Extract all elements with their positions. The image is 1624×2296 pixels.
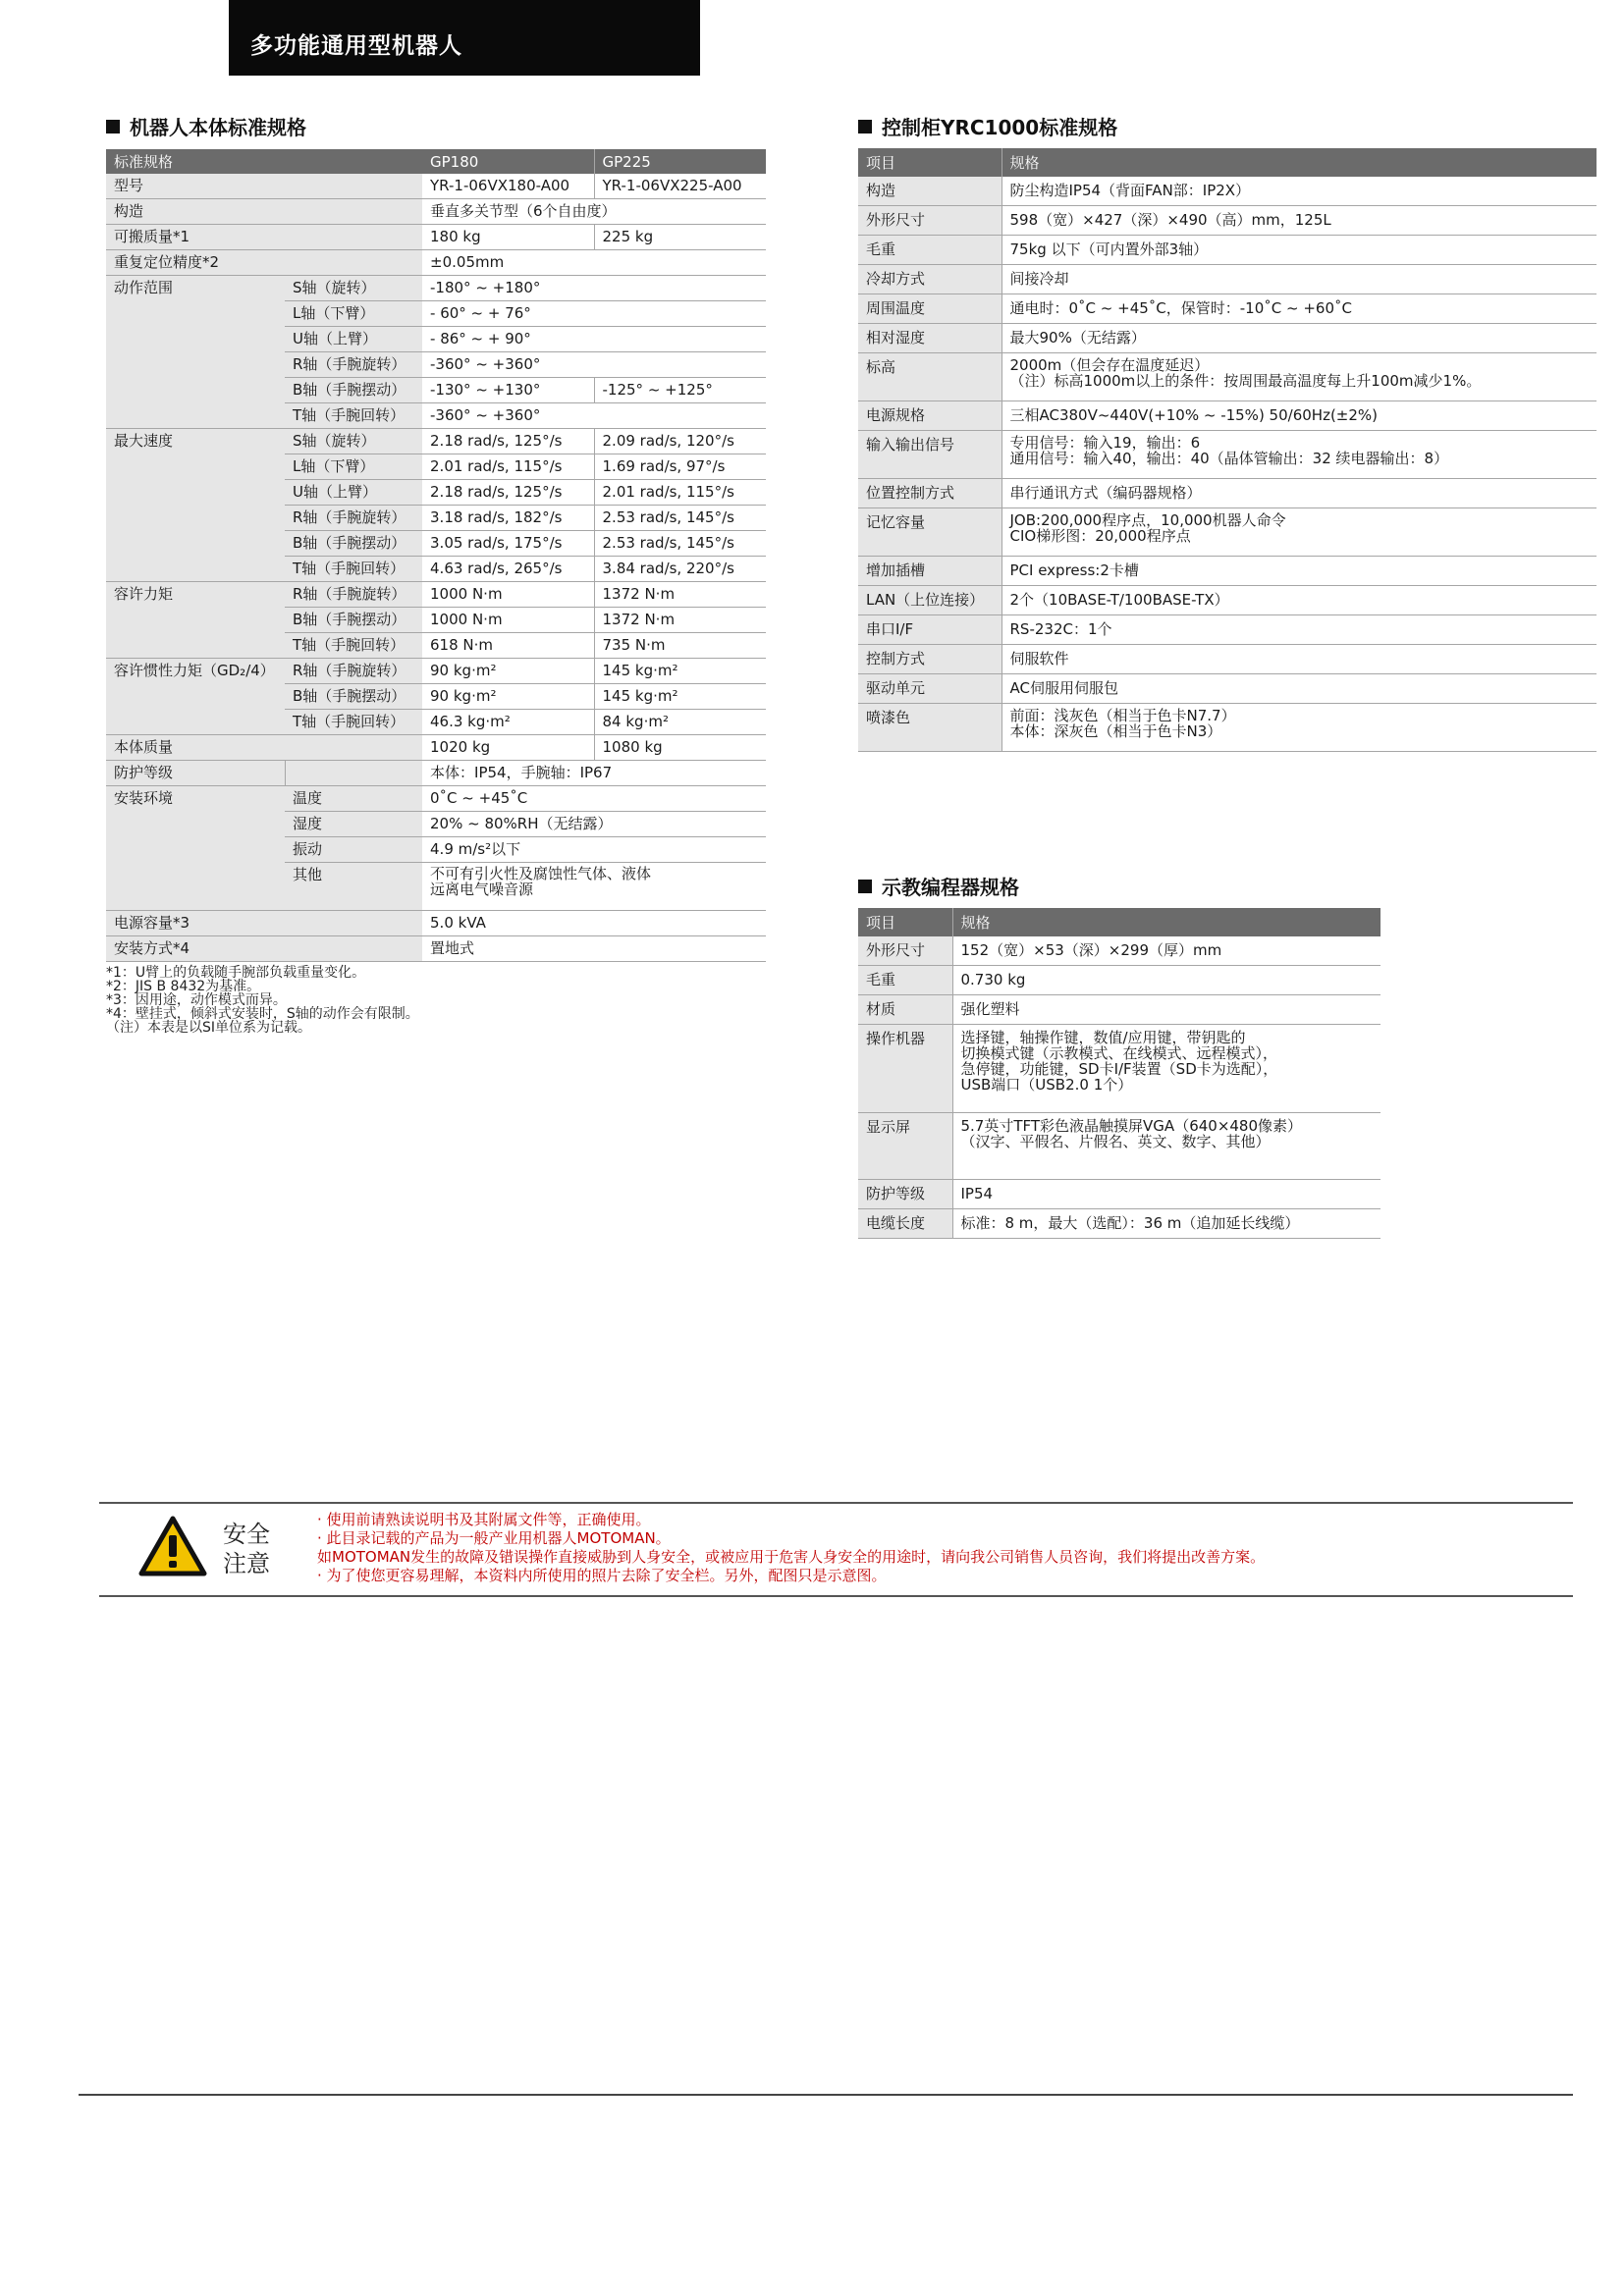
table-row <box>106 429 766 454</box>
robot-spec-heading <box>106 112 306 140</box>
cell: 最大90%（无结露） <box>1001 324 1597 353</box>
section-bullet-icon <box>858 120 872 133</box>
table-row <box>858 177 1597 206</box>
cell: 1372 N·m <box>594 608 766 633</box>
table-row <box>858 586 1597 615</box>
cell: 225 kg <box>594 225 766 250</box>
safety-line: · 此目录记载的产品为一般产业用机器人MOTOMAN。 <box>317 1529 671 1547</box>
table-row <box>106 936 766 962</box>
table-row <box>858 401 1597 431</box>
axis-label: T轴（手腕回转） <box>285 633 422 659</box>
axis-label: L轴（下臂） <box>285 301 422 327</box>
table-row <box>858 704 1597 752</box>
table-row <box>106 174 766 199</box>
warning-triangle-icon <box>138 1516 207 1576</box>
table-row <box>858 674 1597 704</box>
cell: 2.01 rad/s, 115°/s <box>594 480 766 506</box>
row-label: 防护等级 <box>106 761 285 786</box>
row-label: 显示屏 <box>858 1113 952 1180</box>
cell: 0.730 kg <box>952 966 1380 995</box>
table-row <box>858 645 1597 674</box>
row-label: 电源容量*3 <box>106 911 422 936</box>
row-label: 控制方式 <box>858 645 1001 674</box>
cell: IP54 <box>952 1180 1380 1209</box>
cell: YR-1-06VX225-A00 <box>594 174 766 199</box>
env-label: 其他 <box>285 863 422 911</box>
cell: 2.18 rad/s, 125°/s <box>422 480 594 506</box>
axis-label: T轴（手腕回转） <box>285 403 422 429</box>
safety-title-line: 安全 <box>223 1521 270 1548</box>
axis-label: L轴（下臂） <box>285 454 422 480</box>
cell: 间接冷却 <box>1001 265 1597 294</box>
cell: 1080 kg <box>594 735 766 761</box>
cell: -360° ~ +360° <box>422 352 766 378</box>
header-cell: 规格 <box>952 908 1380 936</box>
group-label: 安装环境 <box>106 786 285 911</box>
safety-bottom-rule <box>99 1595 1573 1597</box>
controller-spec-heading <box>858 112 1117 140</box>
row-label: 构造 <box>106 199 422 225</box>
axis-label: S轴（旋转） <box>285 276 422 301</box>
cell: 618 N·m <box>422 633 594 659</box>
axis-label: R轴（手腕旋转） <box>285 659 422 684</box>
table-header-row <box>858 908 1380 936</box>
table-row <box>858 431 1597 479</box>
row-label: 输入输出信号 <box>858 431 1001 479</box>
cell: -360° ~ +360° <box>422 403 766 429</box>
cell: 强化塑料 <box>952 995 1380 1025</box>
cell: JOB:200,000程序点，10,000机器人命令 CIO梯形图：20,000程序点 <box>1001 508 1597 557</box>
footer-rule <box>79 2094 1573 2096</box>
footnote: *2：JIS B 8432为基准。 <box>106 979 261 994</box>
footnotes <box>106 966 419 1035</box>
row-label: 电缆长度 <box>858 1209 952 1239</box>
table-row <box>858 236 1597 265</box>
cell: 145 kg·m² <box>594 684 766 710</box>
cell: -180° ~ +180° <box>422 276 766 301</box>
env-label: 振动 <box>285 837 422 863</box>
row-label: 外形尺寸 <box>858 936 952 966</box>
cell: 1000 N·m <box>422 582 594 608</box>
footnote: *4：壁挂式，倾斜式安装时，S轴的动作会有限制。 <box>106 1006 419 1022</box>
cell: ±0.05mm <box>422 250 766 276</box>
cell: 置地式 <box>422 936 766 962</box>
table-row <box>858 995 1380 1025</box>
cell: 2000m（但会存在温度延迟） （注）标高1000m以上的条件：按周围最高温度每上升100m减少1%。 <box>1001 353 1597 401</box>
footnote: *1：U臂上的负载随手腕部负载重量变化。 <box>106 965 366 981</box>
row-label: 安装方式*4 <box>106 936 422 962</box>
cell: 4.9 m/s²以下 <box>422 837 766 863</box>
axis-label: B轴（手腕摆动） <box>285 608 422 633</box>
table-row <box>106 276 766 301</box>
axis-label: B轴（手腕摆动） <box>285 531 422 557</box>
page-header-bar <box>229 0 700 76</box>
table-row <box>858 479 1597 508</box>
row-label: 可搬质量*1 <box>106 225 422 250</box>
controller-spec-table <box>858 148 1597 752</box>
cell: 1000 N·m <box>422 608 594 633</box>
cell: PCI express:2卡槽 <box>1001 557 1597 586</box>
table-row <box>106 582 766 608</box>
section-bullet-icon <box>858 880 872 893</box>
table-header-row <box>858 148 1597 177</box>
row-label: 本体质量 <box>106 735 422 761</box>
table-row <box>858 615 1597 645</box>
row-label: 电源规格 <box>858 401 1001 431</box>
axis-label: S轴（旋转） <box>285 429 422 454</box>
cell: 2个（10BASE-T/100BASE-TX） <box>1001 586 1597 615</box>
spacer-cell <box>285 761 422 786</box>
row-label: 驱动单元 <box>858 674 1001 704</box>
cell: 3.84 rad/s, 220°/s <box>594 557 766 582</box>
header-cell: 项目 <box>858 148 1001 177</box>
header-cell: 项目 <box>858 908 952 936</box>
cell: 145 kg·m² <box>594 659 766 684</box>
cell: 3.18 rad/s, 182°/s <box>422 506 594 531</box>
row-label: 位置控制方式 <box>858 479 1001 508</box>
table-row <box>106 659 766 684</box>
table-row <box>858 324 1597 353</box>
env-label: 湿度 <box>285 812 422 837</box>
cell: 0˚C ~ +45˚C <box>422 786 766 812</box>
group-label: 容许力矩 <box>106 582 285 659</box>
cell: 20% ~ 80%RH（无结露） <box>422 812 766 837</box>
table-row <box>858 353 1597 401</box>
row-label: 冷却方式 <box>858 265 1001 294</box>
header-cell: 规格 <box>1001 148 1597 177</box>
axis-label: T轴（手腕回转） <box>285 710 422 735</box>
cell: 通电时：0˚C ~ +45˚C，保管时：-10˚C ~ +60˚C <box>1001 294 1597 324</box>
cell: 84 kg·m² <box>594 710 766 735</box>
pendant-spec-heading <box>858 872 1019 900</box>
safety-title <box>223 1520 270 1578</box>
robot-spec-title: 机器人本体标准规格 <box>130 116 306 139</box>
controller-spec-title: 控制柜YRC1000标准规格 <box>882 116 1118 139</box>
cell: 2.09 rad/s, 120°/s <box>594 429 766 454</box>
cell: 1372 N·m <box>594 582 766 608</box>
cell: 4.63 rad/s, 265°/s <box>422 557 594 582</box>
table-row <box>106 735 766 761</box>
table-row <box>858 557 1597 586</box>
cell: RS-232C：1个 <box>1001 615 1597 645</box>
table-row <box>858 1113 1380 1180</box>
header-cell: GP180 <box>422 149 594 174</box>
cell: 75kg 以下（可内置外部3轴） <box>1001 236 1597 265</box>
cell: 垂直多关节型（6个自由度） <box>422 199 766 225</box>
table-row <box>858 206 1597 236</box>
section-bullet-icon <box>106 120 120 133</box>
table-row <box>858 294 1597 324</box>
pendant-spec-title: 示教编程器规格 <box>882 876 1019 899</box>
row-label: 增加插槽 <box>858 557 1001 586</box>
cell: 标准：8 m，最大（选配）：36 m（追加延长线缆） <box>952 1209 1380 1239</box>
cell: AC伺服用伺服包 <box>1001 674 1597 704</box>
cell: -125° ~ +125° <box>594 378 766 403</box>
header-cell: 标准规格 <box>106 149 422 174</box>
row-label: 操作机器 <box>858 1025 952 1113</box>
row-label: 防护等级 <box>858 1180 952 1209</box>
row-label: 周围温度 <box>858 294 1001 324</box>
row-label: 毛重 <box>858 236 1001 265</box>
axis-label: R轴（手腕旋转） <box>285 582 422 608</box>
axis-label: B轴（手腕摆动） <box>285 378 422 403</box>
group-label: 最大速度 <box>106 429 285 582</box>
cell: 46.3 kg·m² <box>422 710 594 735</box>
safety-line: · 为了使您更容易理解，本资料内所使用的照片去除了安全栏。另外，配图只是示意图。 <box>317 1567 887 1584</box>
cell: 735 N·m <box>594 633 766 659</box>
table-row <box>106 199 766 225</box>
row-label: 喷漆色 <box>858 704 1001 752</box>
cell: 598（宽）×427（深）×490（高）mm，125L <box>1001 206 1597 236</box>
footnote: *3：因用途，动作模式而异。 <box>106 992 287 1008</box>
axis-label: T轴（手腕回转） <box>285 557 422 582</box>
table-row <box>858 1025 1380 1113</box>
table-row <box>858 936 1380 966</box>
page-title: 多功能通用型机器人 <box>250 33 462 59</box>
cell: 不可有引火性及腐蚀性气体、液体 远离电气噪音源 <box>422 863 766 911</box>
group-label: 容许惯性力矩（GD₂/4） <box>106 659 285 735</box>
axis-label: U轴（上臂） <box>285 327 422 352</box>
row-label: 毛重 <box>858 966 952 995</box>
table-row <box>858 1209 1380 1239</box>
table-row <box>858 966 1380 995</box>
table-row <box>858 1180 1380 1209</box>
cell: -130° ~ +130° <box>422 378 594 403</box>
cell: 5.0 kVA <box>422 911 766 936</box>
table-header-row <box>106 149 766 174</box>
header-cell: GP225 <box>594 149 766 174</box>
cell: 2.53 rad/s, 145°/s <box>594 506 766 531</box>
cell: YR-1-06VX180-A00 <box>422 174 594 199</box>
table-row <box>858 265 1597 294</box>
safety-texts <box>317 1511 1265 1585</box>
group-label: 动作范围 <box>106 276 285 429</box>
cell: 90 kg·m² <box>422 684 594 710</box>
cell: 1020 kg <box>422 735 594 761</box>
cell: 2.18 rad/s, 125°/s <box>422 429 594 454</box>
row-label: 标高 <box>858 353 1001 401</box>
row-label: 外形尺寸 <box>858 206 1001 236</box>
cell: 串行通讯方式（编码器规格） <box>1001 479 1597 508</box>
table-row <box>106 786 766 812</box>
cell: 前面：浅灰色（相当于色卡N7.7） 本体：深灰色（相当于色卡N3） <box>1001 704 1597 752</box>
cell: 3.05 rad/s, 175°/s <box>422 531 594 557</box>
table-row <box>106 761 766 786</box>
safety-line: 如MOTOMAN发生的故障及错误操作直接威胁到人身安全，或被应用于危害人身安全的用途时，请向我公司销售人员咨询，我们将提出改善方案。 <box>317 1548 1266 1566</box>
cell: - 60° ~ + 76° <box>422 301 766 327</box>
cell: 5.7英寸TFT彩色液晶触摸屏VGA（640×480像素） （汉字、平假名、片假名、英文、数字、其他） <box>952 1113 1380 1180</box>
row-label: 相对湿度 <box>858 324 1001 353</box>
axis-label: B轴（手腕摆动） <box>285 684 422 710</box>
cell: - 86° ~ + 90° <box>422 327 766 352</box>
cell: 2.01 rad/s, 115°/s <box>422 454 594 480</box>
row-label: LAN（上位连接） <box>858 586 1001 615</box>
robot-spec-table <box>106 149 766 962</box>
axis-label: R轴（手腕旋转） <box>285 352 422 378</box>
cell: 三相AC380V~440V(+10% ~ -15%) 50/60Hz(±2%) <box>1001 401 1597 431</box>
cell: 152（宽）×53（深）×299（厚）mm <box>952 936 1380 966</box>
row-label: 构造 <box>858 177 1001 206</box>
cell: 90 kg·m² <box>422 659 594 684</box>
table-row <box>106 225 766 250</box>
cell: 本体：IP54，手腕轴：IP67 <box>422 761 766 786</box>
safety-line: · 使用前请熟读说明书及其附属文件等，正确使用。 <box>317 1511 651 1528</box>
cell: 防尘构造IP54（背面FAN部：IP2X） <box>1001 177 1597 206</box>
row-label: 重复定位精度*2 <box>106 250 422 276</box>
cell: 专用信号：输入19，输出：6 通用信号：输入40，输出：40（晶体管输出：32 续电器输出：8） <box>1001 431 1597 479</box>
cell: 1.69 rad/s, 97°/s <box>594 454 766 480</box>
env-label: 温度 <box>285 786 422 812</box>
safety-notice <box>99 1502 1573 1595</box>
cell: 180 kg <box>422 225 594 250</box>
pendant-spec-table <box>858 908 1380 1239</box>
cell: 2.53 rad/s, 145°/s <box>594 531 766 557</box>
row-label: 材质 <box>858 995 952 1025</box>
axis-label: U轴（上臂） <box>285 480 422 506</box>
axis-label: R轴（手腕旋转） <box>285 506 422 531</box>
table-row <box>106 911 766 936</box>
safety-title-line: 注意 <box>223 1550 270 1577</box>
row-label: 记忆容量 <box>858 508 1001 557</box>
table-row <box>858 508 1597 557</box>
cell: 伺服软件 <box>1001 645 1597 674</box>
row-label: 型号 <box>106 174 422 199</box>
row-label: 串口I/F <box>858 615 1001 645</box>
cell: 选择键，轴操作键，数值/应用键，带钥匙的 切换模式键（示教模式、在线模式、远程模式）， 急停键，功能键，SD卡I/F装置（SD卡为选配）， USB端口（USB2.0 1个） <box>952 1025 1380 1113</box>
footnote: （注）本表是以SI单位系为记载。 <box>106 1020 312 1036</box>
table-row <box>106 250 766 276</box>
